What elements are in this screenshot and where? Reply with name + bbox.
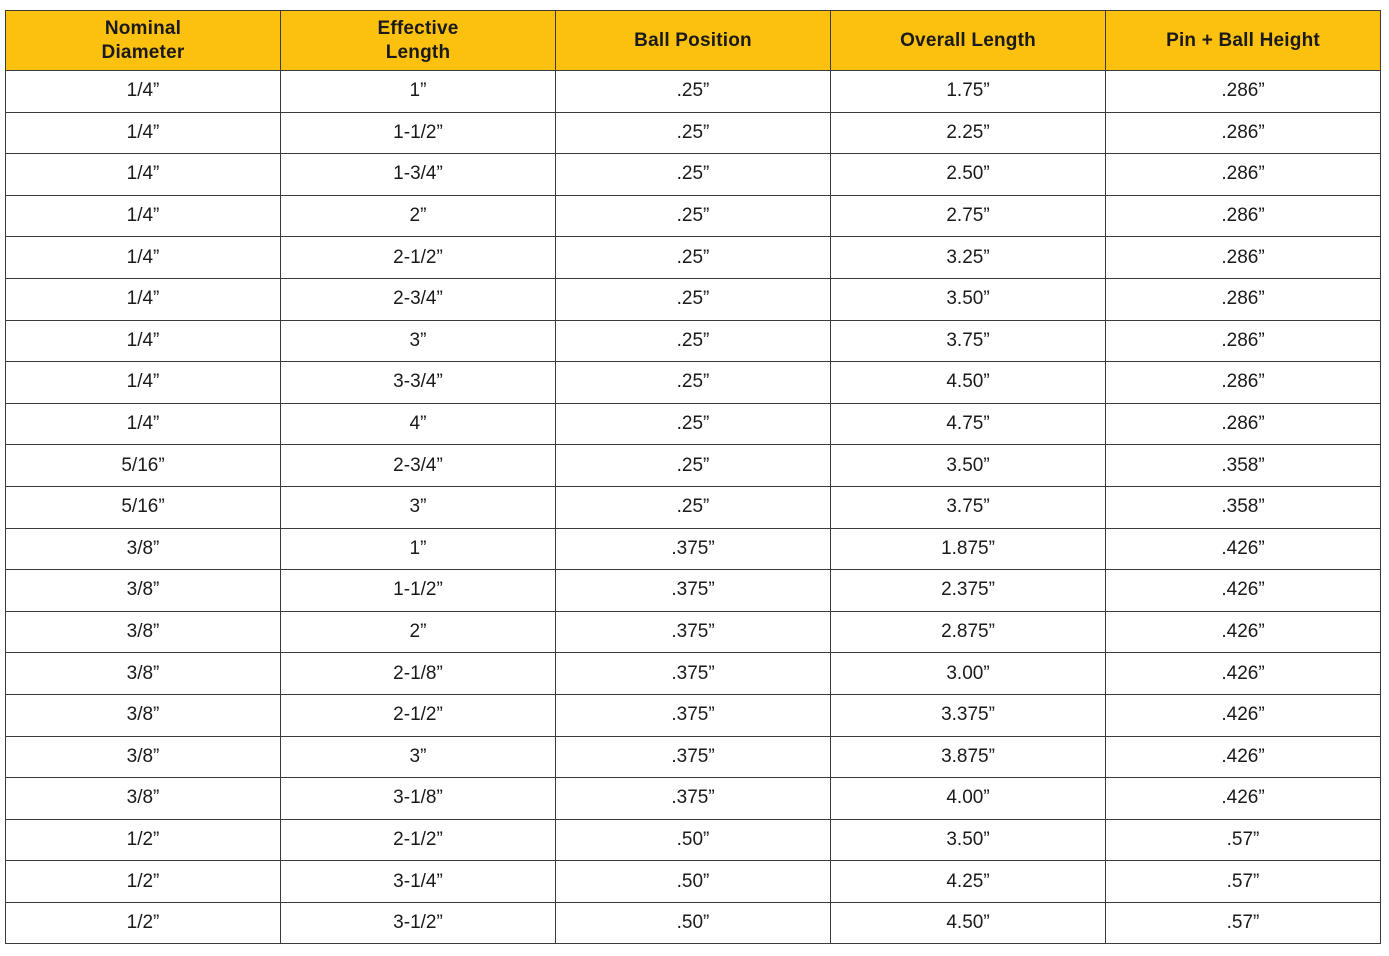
cell-effective-length: 1-1/2” bbox=[281, 112, 556, 154]
cell-effective-length: 3-1/4” bbox=[281, 861, 556, 903]
cell-ball-position: .375” bbox=[556, 694, 831, 736]
header-line: Length bbox=[385, 41, 451, 63]
cell-ball-position: .375” bbox=[556, 778, 831, 820]
cell-effective-length: 2-1/8” bbox=[281, 653, 556, 695]
table-row bbox=[6, 403, 1381, 445]
cell-effective-length: 2-1/2” bbox=[281, 819, 556, 861]
cell-overall-length: 3.50” bbox=[831, 278, 1106, 320]
cell-ball-position: .25” bbox=[556, 362, 831, 404]
table-row bbox=[6, 611, 1381, 653]
cell-overall-length: 4.75” bbox=[831, 403, 1106, 445]
cell-ball-position: .25” bbox=[556, 237, 831, 279]
cell-nominal-diameter: 3/8” bbox=[6, 778, 281, 820]
cell-ball-position: .25” bbox=[556, 403, 831, 445]
cell-nominal-diameter: 1/4” bbox=[6, 195, 281, 237]
cell-effective-length: 3” bbox=[281, 486, 556, 528]
cell-pin-ball-height: .426” bbox=[1106, 778, 1381, 820]
cell-effective-length: 1” bbox=[281, 71, 556, 113]
cell-overall-length: 4.50” bbox=[831, 902, 1106, 944]
cell-ball-position: .25” bbox=[556, 445, 831, 487]
cell-nominal-diameter: 1/4” bbox=[6, 71, 281, 113]
cell-overall-length: 2.50” bbox=[831, 154, 1106, 196]
table-row bbox=[6, 528, 1381, 570]
cell-nominal-diameter: 3/8” bbox=[6, 570, 281, 612]
cell-pin-ball-height: .426” bbox=[1106, 570, 1381, 612]
cell-effective-length: 1” bbox=[281, 528, 556, 570]
cell-ball-position: .25” bbox=[556, 71, 831, 113]
cell-nominal-diameter: 3/8” bbox=[6, 653, 281, 695]
cell-ball-position: .25” bbox=[556, 154, 831, 196]
cell-overall-length: 1.875” bbox=[831, 528, 1106, 570]
header-ball-position bbox=[556, 11, 831, 71]
cell-effective-length: 2” bbox=[281, 611, 556, 653]
cell-ball-position: .25” bbox=[556, 320, 831, 362]
cell-effective-length: 2-3/4” bbox=[281, 278, 556, 320]
cell-ball-position: .375” bbox=[556, 611, 831, 653]
cell-pin-ball-height: .286” bbox=[1106, 112, 1381, 154]
cell-pin-ball-height: .426” bbox=[1106, 611, 1381, 653]
table-row bbox=[6, 237, 1381, 279]
cell-pin-ball-height: .286” bbox=[1106, 195, 1381, 237]
cell-ball-position: .375” bbox=[556, 736, 831, 778]
table-header bbox=[6, 11, 1381, 71]
cell-effective-length: 4” bbox=[281, 403, 556, 445]
cell-pin-ball-height: .358” bbox=[1106, 445, 1381, 487]
table-body bbox=[6, 71, 1381, 944]
cell-nominal-diameter: 3/8” bbox=[6, 611, 281, 653]
table-row bbox=[6, 570, 1381, 612]
cell-nominal-diameter: 3/8” bbox=[6, 694, 281, 736]
table-row bbox=[6, 778, 1381, 820]
pin-spec-table bbox=[5, 10, 1381, 944]
cell-overall-length: 2.75” bbox=[831, 195, 1106, 237]
cell-pin-ball-height: .57” bbox=[1106, 902, 1381, 944]
cell-nominal-diameter: 1/2” bbox=[6, 861, 281, 903]
header-line: Pin + Ball Height bbox=[1166, 29, 1320, 51]
cell-overall-length: 4.00” bbox=[831, 778, 1106, 820]
cell-ball-position: .375” bbox=[556, 528, 831, 570]
cell-pin-ball-height: .286” bbox=[1106, 71, 1381, 113]
cell-pin-ball-height: .286” bbox=[1106, 278, 1381, 320]
table-row bbox=[6, 819, 1381, 861]
cell-ball-position: .50” bbox=[556, 902, 831, 944]
header-overall-length bbox=[831, 11, 1106, 71]
cell-nominal-diameter: 3/8” bbox=[6, 736, 281, 778]
cell-ball-position: .25” bbox=[556, 486, 831, 528]
cell-nominal-diameter: 1/4” bbox=[6, 112, 281, 154]
cell-overall-length: 2.375” bbox=[831, 570, 1106, 612]
cell-effective-length: 2” bbox=[281, 195, 556, 237]
header-row bbox=[6, 11, 1381, 71]
table-row bbox=[6, 486, 1381, 528]
cell-pin-ball-height: .286” bbox=[1106, 154, 1381, 196]
cell-effective-length: 2-1/2” bbox=[281, 237, 556, 279]
cell-effective-length: 3-3/4” bbox=[281, 362, 556, 404]
cell-ball-position: .25” bbox=[556, 112, 831, 154]
cell-overall-length: 3.75” bbox=[831, 486, 1106, 528]
table-row bbox=[6, 320, 1381, 362]
cell-nominal-diameter: 1/4” bbox=[6, 278, 281, 320]
cell-overall-length: 3.50” bbox=[831, 819, 1106, 861]
table-row bbox=[6, 653, 1381, 695]
cell-ball-position: .25” bbox=[556, 195, 831, 237]
cell-pin-ball-height: .426” bbox=[1106, 694, 1381, 736]
cell-overall-length: 3.875” bbox=[831, 736, 1106, 778]
cell-ball-position: .375” bbox=[556, 570, 831, 612]
table-row bbox=[6, 112, 1381, 154]
cell-ball-position: .50” bbox=[556, 861, 831, 903]
cell-ball-position: .25” bbox=[556, 278, 831, 320]
cell-pin-ball-height: .57” bbox=[1106, 819, 1381, 861]
table-row bbox=[6, 736, 1381, 778]
cell-effective-length: 3-1/8” bbox=[281, 778, 556, 820]
cell-effective-length: 3” bbox=[281, 320, 556, 362]
cell-overall-length: 3.00” bbox=[831, 653, 1106, 695]
table-row bbox=[6, 694, 1381, 736]
cell-effective-length: 1-1/2” bbox=[281, 570, 556, 612]
header-effective-length bbox=[281, 11, 556, 71]
table-row bbox=[6, 71, 1381, 113]
table-row bbox=[6, 902, 1381, 944]
cell-nominal-diameter: 1/2” bbox=[6, 819, 281, 861]
header-pin-ball-height bbox=[1106, 11, 1381, 71]
cell-pin-ball-height: .57” bbox=[1106, 861, 1381, 903]
table-row bbox=[6, 154, 1381, 196]
cell-pin-ball-height: .426” bbox=[1106, 653, 1381, 695]
header-line: Ball Position bbox=[634, 29, 752, 51]
cell-ball-position: .375” bbox=[556, 653, 831, 695]
cell-overall-length: 4.25” bbox=[831, 861, 1106, 903]
cell-pin-ball-height: .286” bbox=[1106, 403, 1381, 445]
cell-pin-ball-height: .286” bbox=[1106, 362, 1381, 404]
header-line: Diameter bbox=[101, 41, 185, 63]
cell-pin-ball-height: .286” bbox=[1106, 237, 1381, 279]
cell-nominal-diameter: 5/16” bbox=[6, 486, 281, 528]
table-row bbox=[6, 445, 1381, 487]
cell-nominal-diameter: 1/2” bbox=[6, 902, 281, 944]
header-line: Overall Length bbox=[900, 29, 1036, 51]
cell-effective-length: 3” bbox=[281, 736, 556, 778]
header-nominal-diameter bbox=[6, 11, 281, 71]
cell-nominal-diameter: 1/4” bbox=[6, 362, 281, 404]
cell-nominal-diameter: 5/16” bbox=[6, 445, 281, 487]
cell-pin-ball-height: .426” bbox=[1106, 736, 1381, 778]
cell-overall-length: 4.50” bbox=[831, 362, 1106, 404]
cell-nominal-diameter: 1/4” bbox=[6, 237, 281, 279]
cell-overall-length: 2.25” bbox=[831, 112, 1106, 154]
cell-nominal-diameter: 3/8” bbox=[6, 528, 281, 570]
cell-pin-ball-height: .358” bbox=[1106, 486, 1381, 528]
cell-overall-length: 1.75” bbox=[831, 71, 1106, 113]
table-row bbox=[6, 278, 1381, 320]
cell-overall-length: 3.50” bbox=[831, 445, 1106, 487]
cell-overall-length: 3.25” bbox=[831, 237, 1106, 279]
cell-effective-length: 2-3/4” bbox=[281, 445, 556, 487]
table-row bbox=[6, 861, 1381, 903]
cell-effective-length: 1-3/4” bbox=[281, 154, 556, 196]
cell-effective-length: 2-1/2” bbox=[281, 694, 556, 736]
cell-overall-length: 3.375” bbox=[831, 694, 1106, 736]
cell-nominal-diameter: 1/4” bbox=[6, 320, 281, 362]
table-row bbox=[6, 362, 1381, 404]
cell-effective-length: 3-1/2” bbox=[281, 902, 556, 944]
cell-ball-position: .50” bbox=[556, 819, 831, 861]
cell-pin-ball-height: .286” bbox=[1106, 320, 1381, 362]
cell-overall-length: 3.75” bbox=[831, 320, 1106, 362]
cell-nominal-diameter: 1/4” bbox=[6, 154, 281, 196]
header-line: Nominal bbox=[104, 17, 182, 39]
table-row bbox=[6, 195, 1381, 237]
cell-pin-ball-height: .426” bbox=[1106, 528, 1381, 570]
header-line: Effective bbox=[377, 17, 459, 39]
cell-overall-length: 2.875” bbox=[831, 611, 1106, 653]
cell-nominal-diameter: 1/4” bbox=[6, 403, 281, 445]
